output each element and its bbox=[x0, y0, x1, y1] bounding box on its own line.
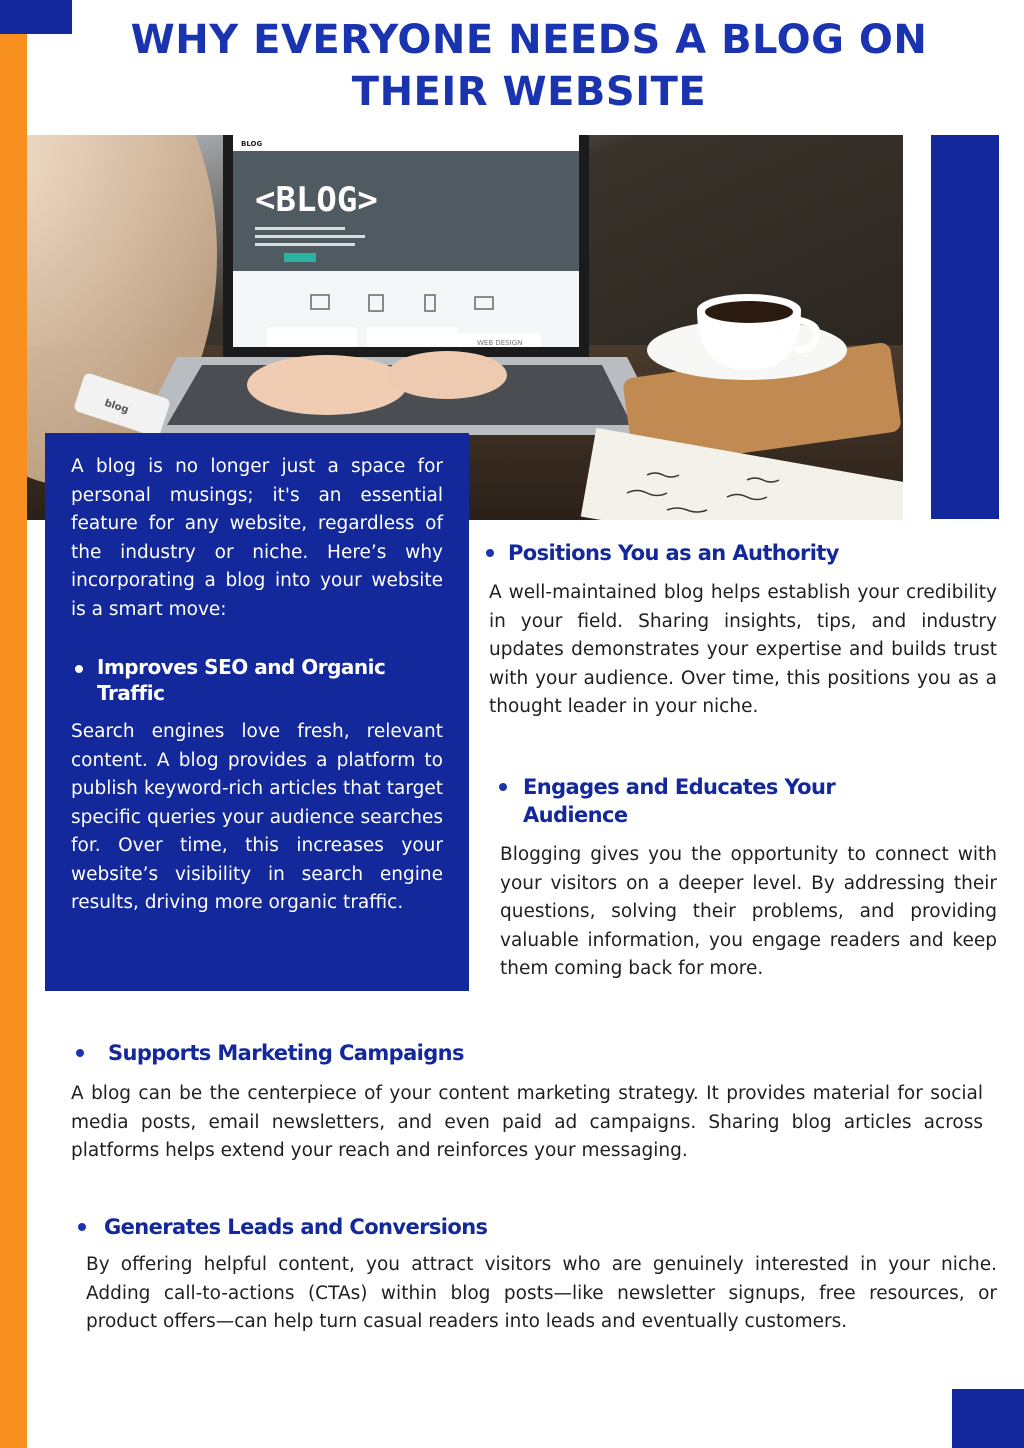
section-heading-text: Supports Marketing Campaigns bbox=[108, 1041, 464, 1065]
screen-brand: BLOG bbox=[241, 140, 263, 148]
section-heading-seo bbox=[71, 654, 443, 706]
section-body-authority: A well-maintained blog helps establish your credibility in your field. Sharing insights, tips, and industry updates demonstrates your expertise and builds trust with your audience. Over time, this positions you as a thought leader in your niche. bbox=[489, 582, 997, 717]
section-heading-marketing bbox=[76, 1039, 576, 1067]
intro-paragraph: A blog is no longer just a space for personal musings; it's an essential feature for any website, regardless of the industry or niche. Here’s why incorporating a blog into your website is a smart move: bbox=[71, 456, 443, 620]
blue-accent-bar-right bbox=[931, 135, 999, 519]
section-heading-engages bbox=[499, 773, 899, 829]
section-body-seo: Search engines love fresh, relevant content. A blog provides a platform to publish keyword-rich articles that target specific queries your audience searches for. Over time, this increases your website’s visibility in search engine results, driving more organic traffic. bbox=[71, 721, 443, 913]
bullet-dot-icon bbox=[499, 783, 507, 791]
section-heading-text: Engages and Educates Your Audience bbox=[523, 775, 836, 827]
orange-side-bar bbox=[0, 0, 27, 1448]
intro-panel bbox=[45, 433, 469, 991]
section-heading-text: Positions You as an Authority bbox=[508, 541, 839, 565]
section-body-leads: By offering helpful content, you attract visitors who are genuinely interested in your niche. Adding call-to-actions (CTAs) within blog posts—like newsletter signups, free resources, or product offers—can help turn casual readers into leads and eventually customers. bbox=[86, 1254, 997, 1332]
bullet-dot-icon bbox=[75, 665, 83, 673]
section-heading-text: Generates Leads and Conversions bbox=[104, 1215, 488, 1239]
section-body-engages: Blogging gives you the opportunity to connect with your visitors on a deeper level. By addressing their questions, solving their problems, and providing valuable information, you engage readers and keep them coming back for more. bbox=[500, 844, 997, 979]
section-heading-authority bbox=[486, 539, 916, 567]
page-title-line-2: THEIR WEBSITE bbox=[351, 69, 707, 115]
bullet-dot-icon bbox=[76, 1049, 84, 1057]
section-heading-text: Improves SEO and Organic Traffic bbox=[97, 655, 386, 705]
blue-corner-block-bottom bbox=[952, 1389, 1024, 1448]
bullet-dot-icon bbox=[78, 1223, 86, 1231]
page-title bbox=[60, 14, 998, 118]
section-body-marketing: A blog can be the centerpiece of your content marketing strategy. It provides material for social media posts, email newsletters, and even paid ad campaigns. Sharing blog articles across platforms helps extend your reach and reinforces your messaging. bbox=[71, 1083, 983, 1161]
bullet-dot-icon bbox=[486, 549, 494, 557]
page-title-line-1: WHY EVERYONE NEEDS A BLOG ON bbox=[130, 17, 928, 63]
section-heading-leads bbox=[78, 1213, 578, 1241]
screen-blog-logo: <BLOG> bbox=[255, 180, 378, 220]
phone-label: blog bbox=[103, 397, 130, 416]
screen-card-label: WEB DESIGN bbox=[477, 339, 523, 347]
